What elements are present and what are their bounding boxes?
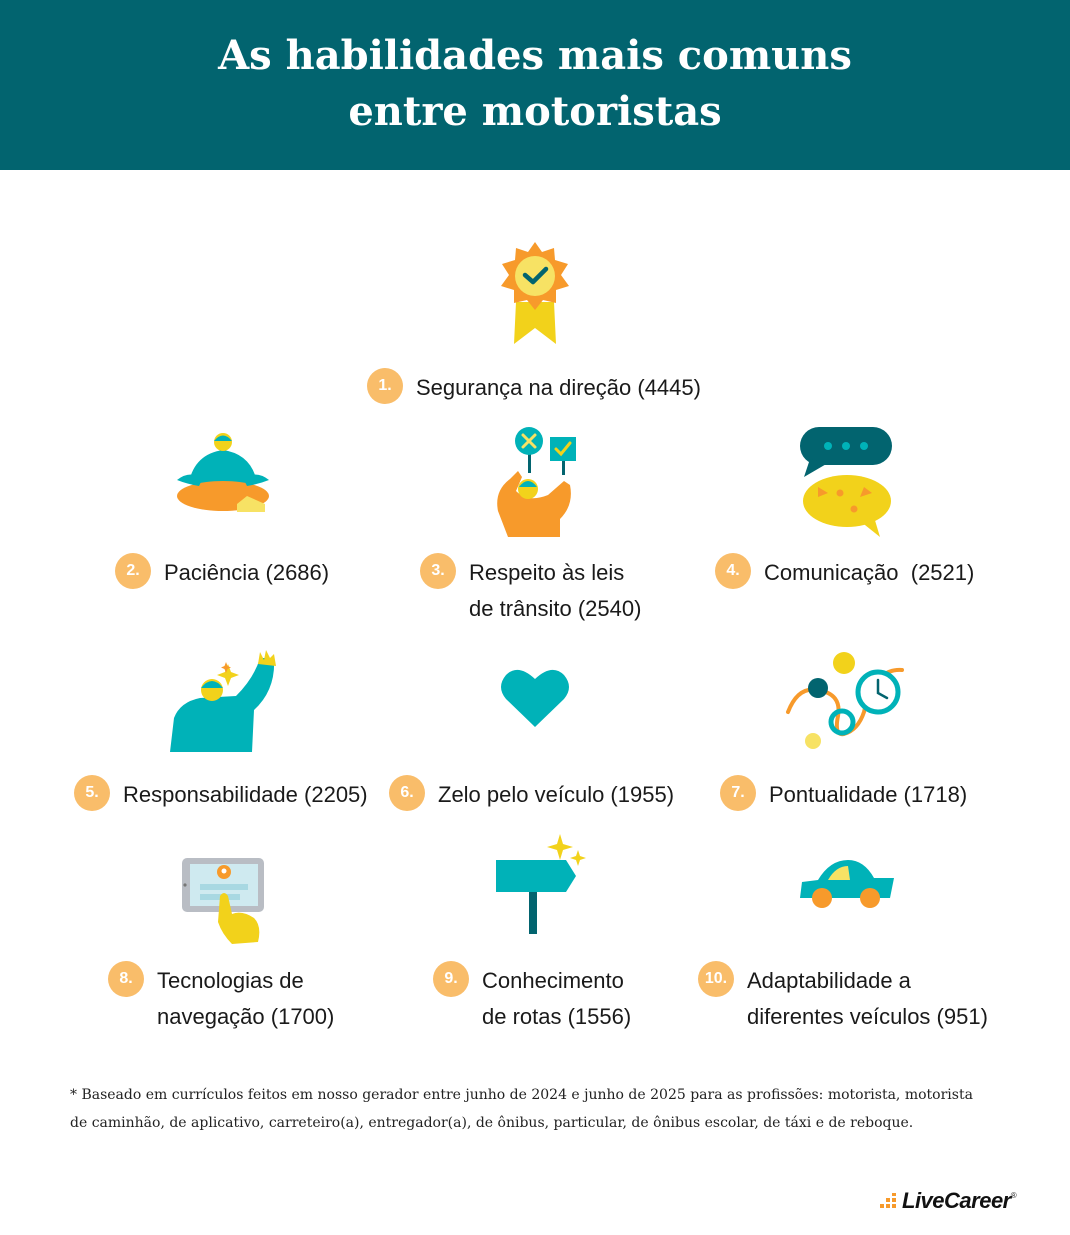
award-medal-icon bbox=[498, 242, 572, 346]
skill-item-6 bbox=[389, 777, 674, 813]
car-icon bbox=[798, 856, 896, 910]
skill-item-1 bbox=[367, 370, 701, 406]
skill-item-4 bbox=[715, 555, 974, 591]
skill-label: Comunicação (2521) bbox=[764, 560, 975, 585]
header-banner bbox=[0, 0, 1070, 170]
tablet-navigation-icon bbox=[180, 856, 268, 946]
rank-badge: 2. bbox=[115, 553, 151, 589]
skill-label: Respeito às leis bbox=[469, 560, 625, 585]
page-title-line-1: As habilidades mais comuns bbox=[218, 32, 852, 79]
page-title-line-2: entre motoristas bbox=[348, 88, 722, 135]
heart-icon bbox=[500, 667, 570, 729]
livecareer-logo bbox=[880, 1188, 1017, 1214]
skill-label: Segurança na direção (4445) bbox=[416, 375, 701, 400]
skill-label: Responsabilidade (2205) bbox=[123, 782, 368, 807]
skill-item-5 bbox=[74, 777, 368, 813]
skill-item-9 bbox=[433, 963, 631, 1035]
logo-text: LiveCareer bbox=[902, 1188, 1011, 1213]
footnote bbox=[70, 1081, 1010, 1137]
rank-badge: 5. bbox=[74, 775, 110, 811]
footnote-line-2: de caminhão, de aplicativo, carreteiro(a), entregador(a), de ônibus, particular, de ônibus escolar, de táxi e de reboque. bbox=[70, 1115, 914, 1131]
skill-label-continued: navegação (1700) bbox=[157, 1004, 335, 1029]
skill-label-continued: de trânsito (2540) bbox=[469, 596, 642, 621]
rank-badge: 10. bbox=[698, 961, 734, 997]
rank-badge: 6. bbox=[389, 775, 425, 811]
logo-registered-mark: ® bbox=[1010, 1191, 1017, 1200]
logo-dots-icon bbox=[880, 1193, 902, 1209]
rank-badge: 1. bbox=[367, 368, 403, 404]
speech-bubbles-icon bbox=[798, 425, 894, 537]
skill-item-7 bbox=[720, 777, 967, 813]
rank-badge: 9. bbox=[433, 961, 469, 997]
skill-label: Conhecimento bbox=[482, 968, 624, 993]
skill-item-2 bbox=[115, 555, 329, 591]
rank-badge: 4. bbox=[715, 553, 751, 589]
road-sign-icon bbox=[492, 832, 592, 936]
rank-badge: 3. bbox=[420, 553, 456, 589]
rank-badge: 7. bbox=[720, 775, 756, 811]
person-holding-signs-icon bbox=[488, 425, 580, 537]
rank-badge: 8. bbox=[108, 961, 144, 997]
meditating-person-icon bbox=[175, 430, 271, 514]
skill-label: Adaptabilidade a bbox=[747, 968, 911, 993]
skill-label-continued: de rotas (1556) bbox=[482, 1004, 632, 1029]
skill-label: Paciência (2686) bbox=[164, 560, 330, 585]
skill-label: Tecnologias de bbox=[157, 968, 304, 993]
skill-label: Zelo pelo veículo (1955) bbox=[438, 782, 675, 807]
skill-label: Pontualidade (1718) bbox=[769, 782, 968, 807]
footnote-line-1: * Baseado em currículos feitos em nosso gerador entre junho de 2024 e junho de 2025 para as profissões: motorista, motorista bbox=[70, 1087, 973, 1103]
skill-item-3 bbox=[420, 555, 641, 627]
skill-item-10 bbox=[698, 963, 988, 1035]
skill-label-continued: diferentes veículos (951) bbox=[747, 1004, 988, 1029]
skill-item-8 bbox=[108, 963, 334, 1035]
clock-route-icon bbox=[784, 650, 908, 754]
person-raising-hand-icon bbox=[166, 648, 280, 752]
